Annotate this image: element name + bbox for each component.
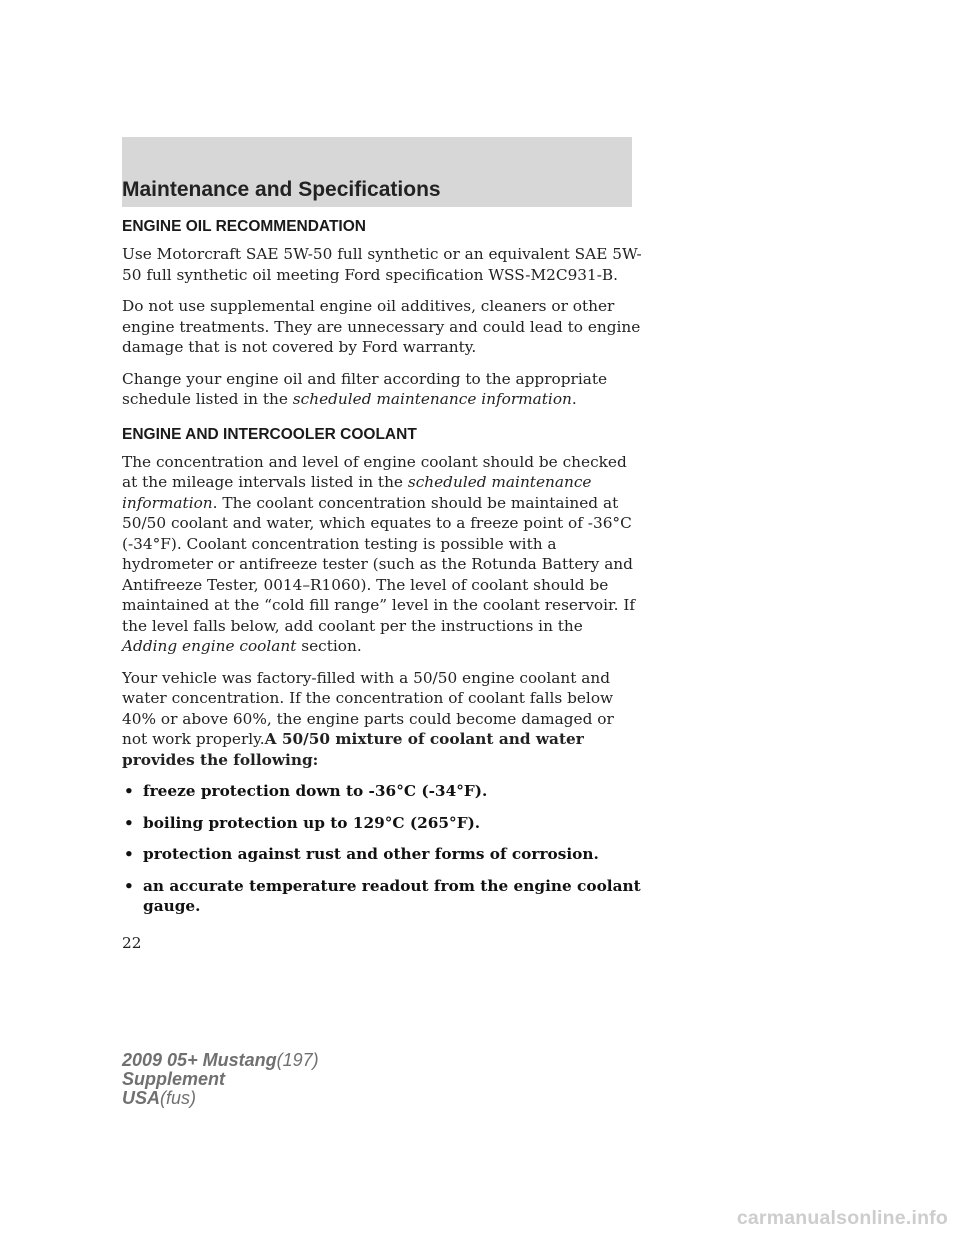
list-item [122,844,642,865]
list-item [122,876,642,917]
list-item [122,813,642,834]
bullet-icon: • [124,845,134,863]
coolant-p1-text-c: section. [296,637,362,655]
section-title: Maintenance and Specifications [122,178,441,201]
coolant-p2-text: Your vehicle was factory-filled with a 50/50 engine coolant and water concentration. If the concentration of coolant falls below 40% or above 60%, the engine parts could become damaged or not work properly. [122,668,614,748]
scheduled-maintenance-reference: scheduled maintenance information [122,473,592,512]
watermark: carmanualsonline.info [736,1207,948,1229]
bullet-icon: • [124,876,134,895]
list-item-text: protection against rust and other forms of corrosion. [143,845,599,863]
coolant-paragraph-2 [122,668,642,771]
footer-model: 2009 05+ Mustang [122,1050,277,1070]
list-item-text: boiling protection up to 129°C (265°F). [143,813,481,832]
bullet-icon: • [124,782,134,800]
list-item-text: an accurate temperature readout from the engine coolant gauge. [143,876,641,915]
coolant-benefits-list [122,781,642,917]
oil-p3-end: . [571,390,577,408]
footer-model-code: (197) [276,1050,319,1070]
footer-market: USA [122,1088,161,1108]
coolant-p2-bold-text: A 50/50 mixture of coolant and water provides the following: [122,730,584,769]
coolant-p1-text-a: The concentration and level of engine coolant should be checked at the mileage intervals listed in the [122,452,627,491]
footer-market-code: (fus) [160,1088,197,1108]
oil-paragraph-2: Do not use supplemental engine oil additives, cleaners or other engine treatments. They are unnecessary and could lead to engine damage that is not covered by Ford warranty. [122,297,641,356]
scheduled-maintenance-reference: scheduled maintenance information [292,390,572,408]
bullet-icon: • [124,813,134,832]
oil-paragraph-1: Use Motorcraft SAE 5W-50 full synthetic or an equivalent SAE 5W-50 full synthetic oil meeting Ford specification WSS-M2C931-B. [122,245,642,284]
adding-coolant-reference: Adding engine coolant [122,637,297,655]
list-item [122,781,642,802]
footer-line-1 [122,1051,319,1070]
coolant-heading: ENGINE AND INTERCOOLER COOLANT [122,425,417,443]
footer-line-2: Supplement [122,1069,226,1089]
page-content [122,217,642,928]
page-number: 22 [122,934,142,952]
coolant-p1-text-b: . The coolant concentration should be maintained at 50/50 coolant and water, which equates to a freeze point of -36°C (-34°F). Coolant concentration testing is possible with a hydrometer or antifreeze tester (such as the Rotunda Battery and Antifreeze Tester, 0014–R1060). The level of coolant should be maintained at the “cold fill range” level in the coolant reservoir. If the level falls below, add coolant per the instructions in the [122,493,636,635]
list-item-text: freeze protection down to -36°C (-34°F). [143,782,488,800]
coolant-paragraph-1 [122,452,642,657]
oil-p3-text: Change your engine oil and filter according to the appropriate schedule listed in the [122,369,608,408]
footer-line-3 [122,1089,319,1108]
document-footer [122,1051,319,1108]
oil-paragraph-3 [122,369,642,410]
oil-heading: ENGINE OIL RECOMMENDATION [122,218,366,235]
